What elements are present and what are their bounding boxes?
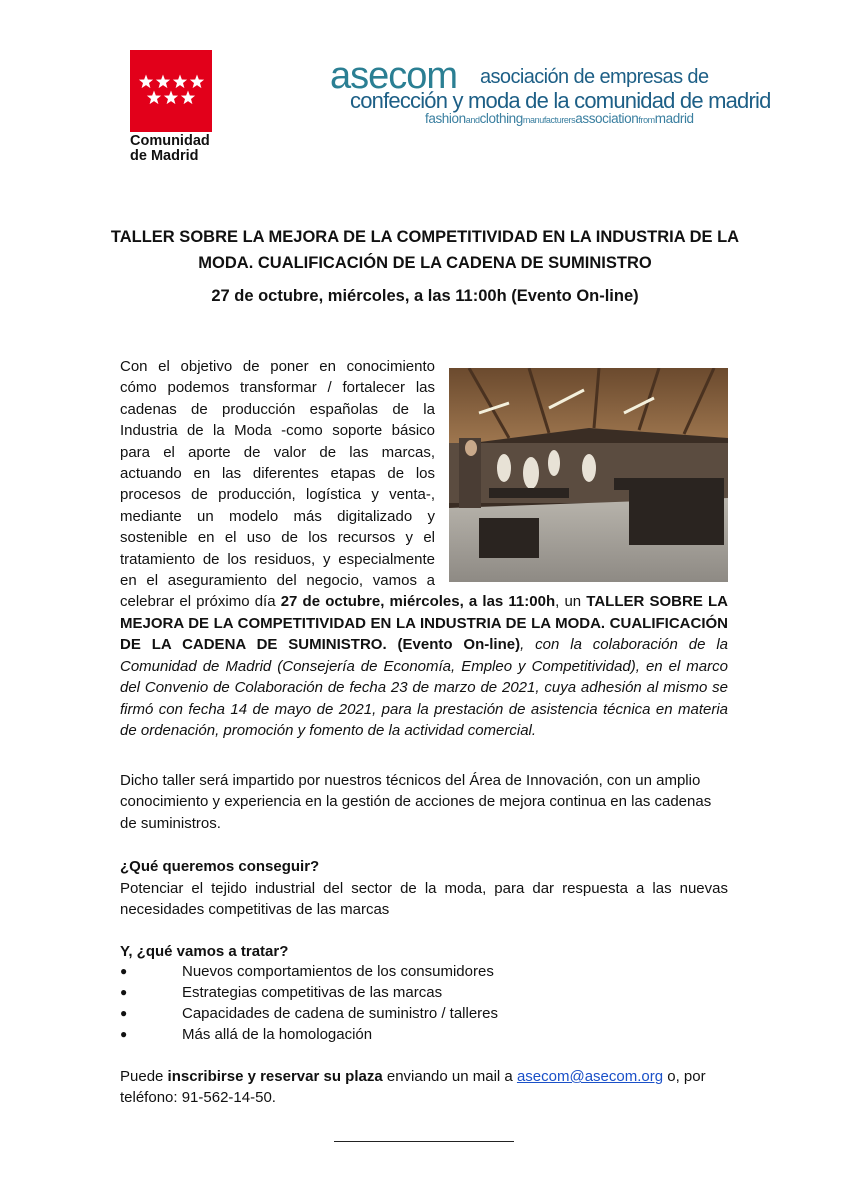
- star-icon: [156, 75, 170, 89]
- intro-segment: , con la colaboración de la Comunidad de Madrid (Consejería de Economía, Empleo y Competitividad), en el marco del Convenio de Colaboración de fecha 23 de marzo de 2021, cuya adhesión al mismo se firmó con fecha 14 de mayo de 2021, para la prestación de asistencia técnica en materia de ordenación, promoción y fomento de la actividad comercial.: [120, 636, 729, 739]
- bullet-icon: ●: [120, 1027, 128, 1041]
- star-icon: [181, 91, 195, 105]
- asecom-tagline-word: manufacturers: [522, 115, 576, 125]
- asecom-tagline-word: from: [638, 115, 655, 125]
- list-item: ● Nuevos comportamientos de los consumidores: [120, 963, 494, 980]
- intro-segment: 27 de octubre, miércoles, a las 11:00h: [280, 593, 556, 611]
- list-item: ● Estrategias competitivas de las marcas: [120, 984, 443, 1001]
- bullet-icon: ●: [120, 985, 128, 999]
- asecom-tagline-3: [425, 111, 694, 126]
- intro-segment: , un: [555, 593, 587, 611]
- asecom-tagline-word: madrid: [654, 111, 694, 126]
- asecom-tagline-1: asociación de empresas de: [480, 66, 709, 88]
- intro-segment: Con el objetivo de poner en conocimiento cómo podemos transformar / fortalecer las cadenas de producción españolas de la Industria de la Moda -como soporte básico para el aporte de valor de las marcas, actuando en las diferentes etapas de los procesos de producción, logística y venta-, mediante un modelo más digitalizado y sostenible en el uso de los recursos y el tratamiento de los residuos, y especialmente en el aseguramiento del negocio, vamos a celebrar el próximo día: [120, 358, 435, 611]
- event-date: 27 de octubre, miércoles, a las 11:00h (Evento On-line): [211, 287, 639, 305]
- star-icon: [147, 91, 161, 105]
- comunidad-line1: Comunidad: [130, 133, 210, 149]
- topics-list: [120, 961, 728, 1045]
- asecom-tagline-word: association: [575, 111, 639, 126]
- intro-segment: TALLER SOBRE LA MEJORA DE LA COMPETITIVIDAD EN LA INDUSTRIA DE LA MODA. CUALIFICACIÓN DE LA CADENA DE SUMINISTRO. (Evento On-line): [120, 593, 728, 654]
- star-icon: [139, 75, 153, 89]
- seven-stars-icon: [130, 50, 212, 132]
- star-icon: [164, 91, 178, 105]
- star-icon: [173, 75, 187, 89]
- contact-paragraph: Puede inscribirse y reservar su plaza enviando un mail a asecom@asecom.org o, por teléfono: 91-562-14-50.: [120, 1068, 706, 1107]
- intro-paragraph: [120, 356, 728, 741]
- comunidad-madrid-flag: [130, 50, 212, 132]
- list-item: ● Capacidades de cadena de suministro / talleres: [120, 1005, 499, 1022]
- topics-heading: Y, ¿qué vamos a tratar?: [120, 943, 289, 960]
- asecom-tagline-word: clothing: [479, 111, 523, 126]
- list-item: ● Más allá de la homologación: [120, 1026, 373, 1043]
- asecom-logo-name: asecom: [330, 55, 458, 97]
- contact-bold: inscribirse y reservar su plaza: [167, 1068, 383, 1085]
- asecom-tagline-word: fashion: [425, 111, 466, 126]
- email-link[interactable]: asecom@asecom.org: [516, 1068, 664, 1085]
- comunidad-madrid-logo-text: [130, 134, 210, 164]
- document-title: TALLER SOBRE LA MEJORA DE LA COMPETITIVIDAD EN LA INDUSTRIA DE LA MODA. CUALIFICACIÓN DE LA CADENA DE SUMINISTRO: [110, 228, 740, 272]
- star-icon: [190, 75, 204, 89]
- bullet-icon: ●: [120, 1006, 128, 1020]
- bullet-icon: ●: [120, 964, 128, 978]
- comunidad-line2: de Madrid: [130, 148, 199, 164]
- footer-divider: [334, 1141, 514, 1142]
- workshop-photo: [449, 368, 728, 582]
- asecom-tagline-word: and: [465, 115, 480, 125]
- asecom-tagline-2: confección y moda de la comunidad de madrid: [350, 88, 771, 113]
- goal-heading: ¿Qué queremos conseguir?: [120, 858, 320, 875]
- trainers-paragraph: Dicho taller será impartido por nuestros técnicos del Área de Innovación, con un amplio conocimiento y experiencia en la gestión de acciones de mejora continua en las cadenas de suministros.: [120, 772, 712, 832]
- goal-text: Potenciar el tejido industrial del sector de la moda, para dar respuesta a las nuevas necesidades competitivas de las marcas: [120, 880, 728, 919]
